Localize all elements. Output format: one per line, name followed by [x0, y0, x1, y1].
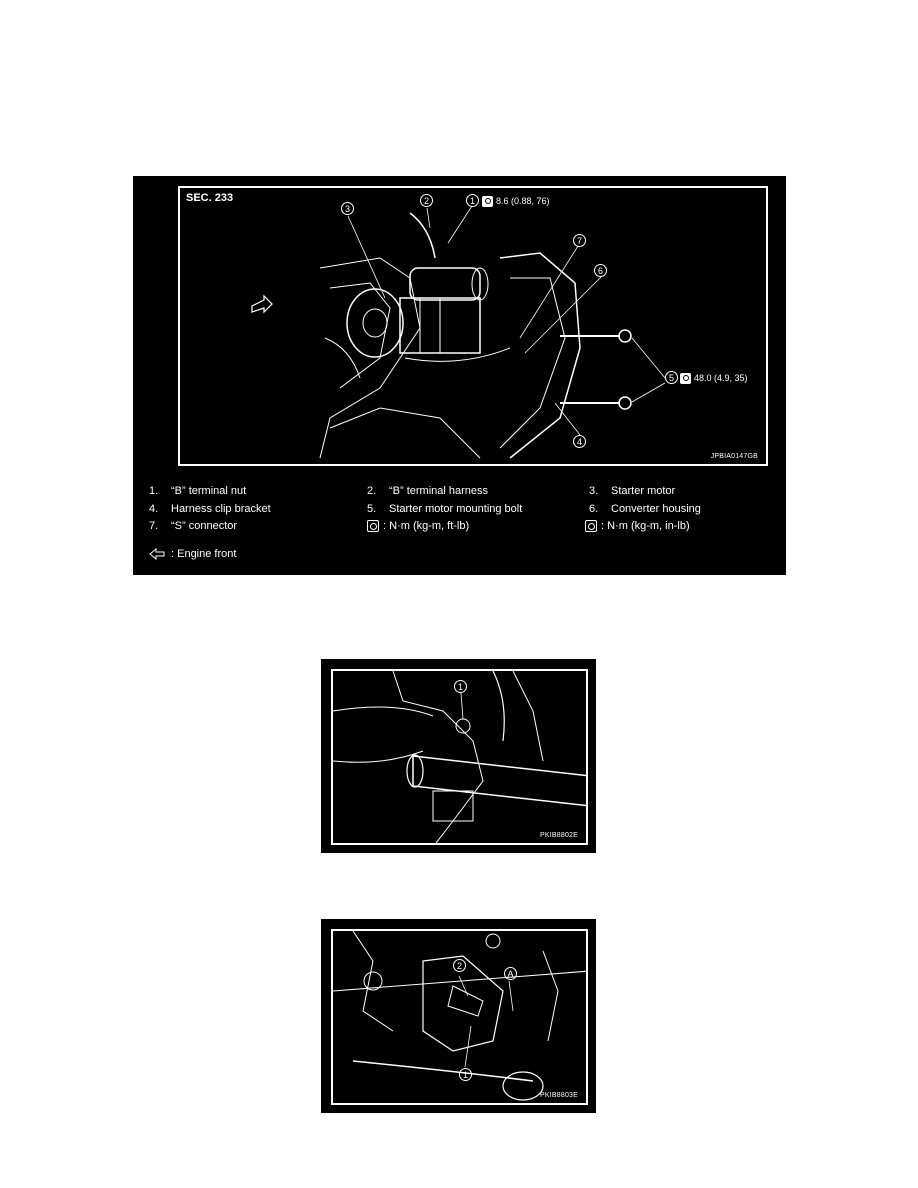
torque-in-lb-icon — [482, 196, 493, 207]
s-connector-figure — [321, 919, 596, 1113]
torque-ft-lb-icon — [367, 520, 379, 532]
figure-code: JPBIA0147GB — [710, 453, 758, 460]
b-terminal-nut-figure — [321, 659, 596, 853]
figure-code: PKIB8802E — [540, 832, 578, 839]
legend-unit-ft-lb: : N·m (kg-m, ft-lb) — [367, 520, 469, 532]
diagram-frame — [331, 929, 588, 1105]
callout-1: 1 — [454, 680, 467, 693]
diagram-frame — [331, 669, 588, 845]
legend-engine-front: : Engine front — [149, 548, 236, 560]
b-terminal-drawing — [333, 671, 588, 845]
starter-motor-drawing — [180, 188, 768, 466]
legend-item-2: 2. “B” terminal harness — [367, 485, 489, 497]
callout-2: 2 — [453, 959, 466, 972]
legend-item-7: 7. “S” connector — [149, 520, 238, 532]
callout-5: 5 — [665, 371, 678, 384]
callout-4: 4 — [573, 435, 586, 448]
torque-spec-mounting-bolt: 48.0 (4.9, 35) — [680, 373, 748, 384]
legend-item-3: 3. Starter motor — [589, 485, 676, 497]
diagram-frame — [178, 186, 768, 466]
callout-1: 1 — [466, 194, 479, 207]
callout-1: 1 — [459, 1068, 472, 1081]
legend-item-5: 5. Starter motor mounting bolt — [367, 503, 523, 515]
figure-code: PKIB8803E — [540, 1092, 578, 1099]
legend-item-6: 6. Converter housing — [589, 503, 701, 515]
torque-in-lb-icon — [585, 520, 597, 532]
callout-7: 7 — [573, 234, 586, 247]
callout-a: A — [504, 967, 517, 980]
legend-item-4: 4. Harness clip bracket — [149, 503, 271, 515]
callout-6: 6 — [594, 264, 607, 277]
legend-item-1: 1. “B” terminal nut — [149, 485, 247, 497]
engine-front-arrow-icon — [149, 548, 165, 560]
starter-motor-exploded-figure — [133, 176, 786, 575]
torque-spec-b-terminal: 8.6 (0.88, 76) — [482, 196, 550, 207]
legend-unit-in-lb: : N·m (kg-m, in-lb) — [585, 520, 690, 532]
callout-2: 2 — [420, 194, 433, 207]
section-number: SEC. 233 — [186, 192, 234, 204]
callout-3: 3 — [341, 202, 354, 215]
torque-ft-lb-icon — [680, 373, 691, 384]
